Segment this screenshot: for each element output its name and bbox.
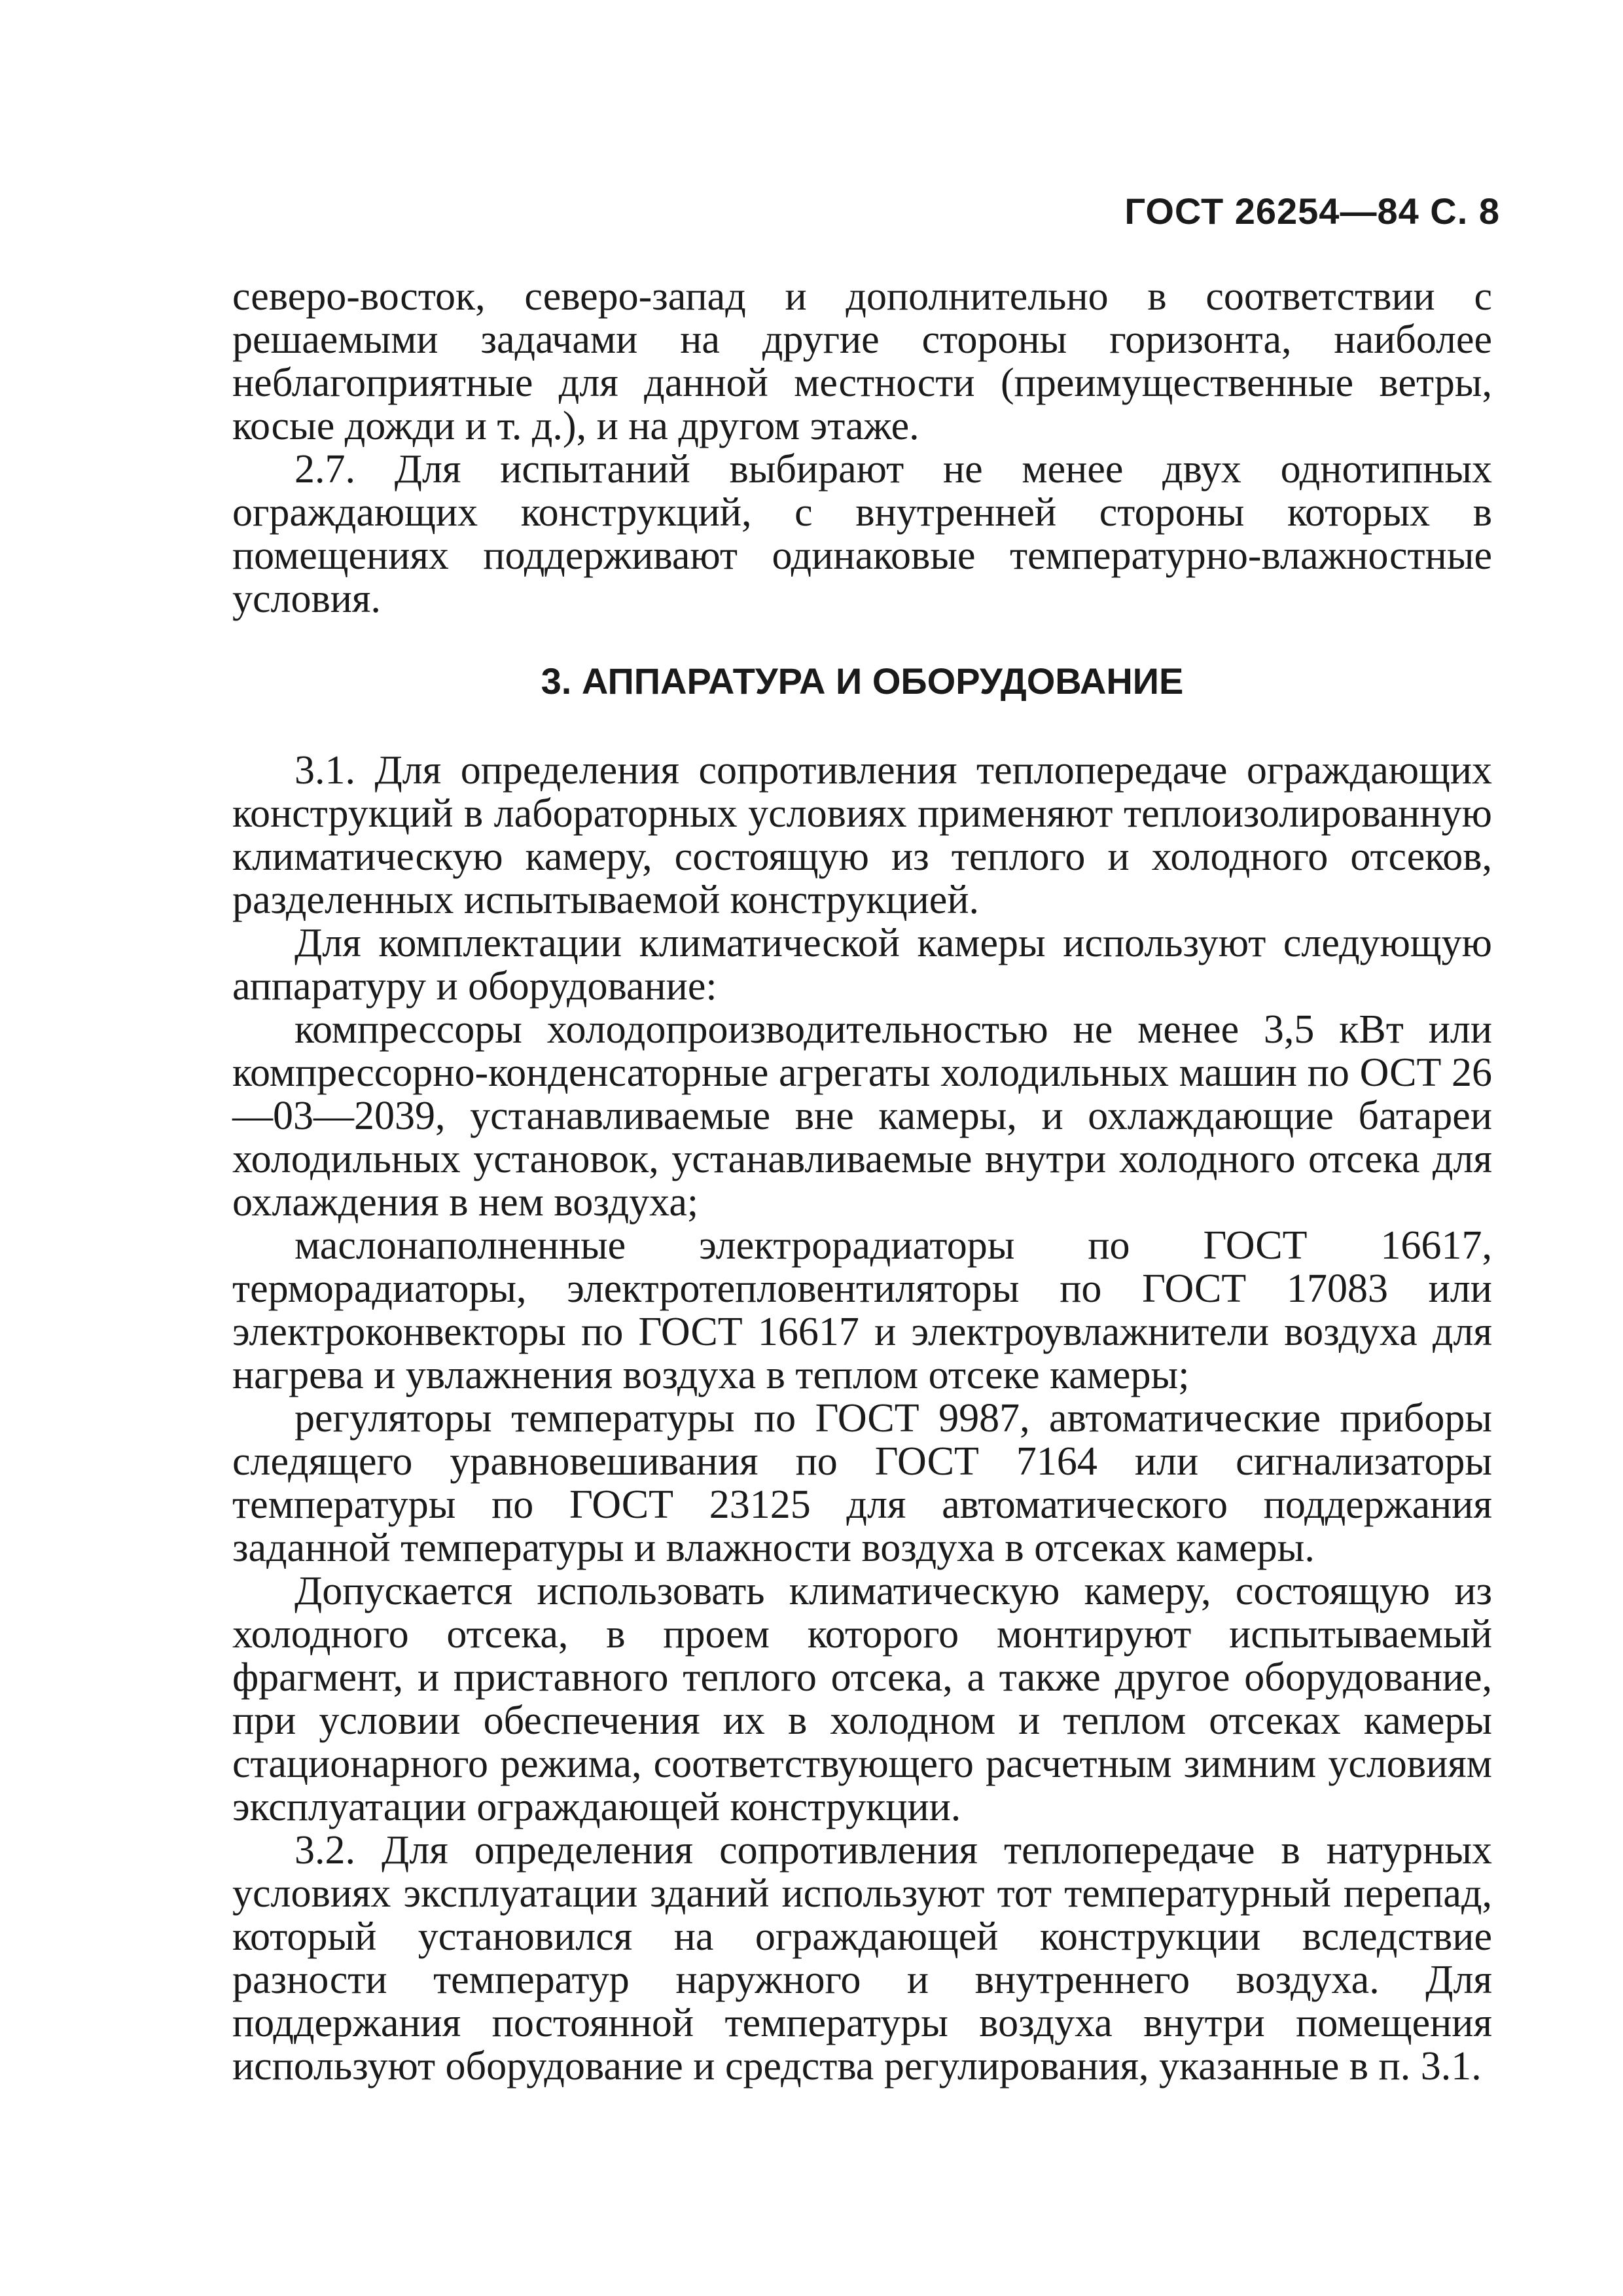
document-body [232,275,1492,2088]
paragraph-compressors: компрессоры холодопроизводительностью не менее 3,5 кВт или компрессорно-конденсаторные агрегаты холодильных машин по ОСТ 26—03—2039, устанавливаемые вне камеры, и охлаждающие батареи холодильных установок, устанавливаемые внутри холодного отсека для охлаждения в нем воздуха; [232,1007,1492,1225]
page-header: ГОСТ 26254—84 С. 8 [1124,190,1500,232]
paragraph-allowed: Допускается использовать климатическую камеру, состоящую из холодного отсека, в проем которого монтируют испытываемый фрагмент, и приставного теплого отсека, а также другое оборудование, при условии обеспечения их в холодном и теплом отсеках камеры стационарного режима, соответствующего расчетным зимним условиям эксплуатации ограждающей конструкции. [232,1569,1492,1829]
paragraph-2-7: 2.7. Для испытаний выбирают не менее двух однотипных ограждающих конструкций, с внутренней стороны которых в помещениях поддерживают одинаковые температурно-влажностные условия. [232,447,1492,621]
paragraph-3-1: 3.1. Для определения сопротивления теплопередаче ограждающих конструкций в лабораторных условиях применяют теплоизолированную климатическую камеру, состоящую из теплого и холодного отсеков, разделенных испытываемой конструкцией. [232,748,1492,922]
paragraph-regulators: регуляторы температуры по ГОСТ 9987, автоматические приборы следящего уравновешивания по ГОСТ 7164 или сигнализаторы температуры по ГОСТ 23125 для автоматического поддержания заданной температуры и влажности воздуха в отсеках камеры. [232,1396,1492,1570]
section-title: 3. АППАРАТУРА И ОБОРУДОВАНИЕ [541,660,1184,702]
paragraph-radiators: маслонаполненные электрорадиаторы по ГОСТ 16617, терморадиаторы, электротепловентиляторы по ГОСТ 17083 или электроконвекторы по ГОСТ 16617 и электроувлажнители воздуха для нагрева и увлажнения воздуха в теплом отсеке камеры; [232,1223,1492,1397]
paragraph-equipment-intro: Для комплектации климатической камеры используют следующую аппаратуру и оборудование: [232,921,1492,1009]
paragraph-3-2: 3.2. Для определения сопротивления теплопередаче в натурных условиях эксплуатации зданий используют тот температурный перепад, который установился на ограждающей конструкции вследствие разности температур наружного и внутреннего воздуха. Для поддержания постоянной температуры воздуха внутри помещения используют оборудование и средства регулирования, указанные в п. 3.1. [232,1828,1492,2089]
paragraph-continuation: северо-восток, северо-запад и дополнительно в соответствии с решаемыми задачами на другие стороны горизонта, наиболее неблагоприятные для данной местности (преимущественные ветры, косые дожди и т. д.), и на другом этаже. [232,274,1492,448]
